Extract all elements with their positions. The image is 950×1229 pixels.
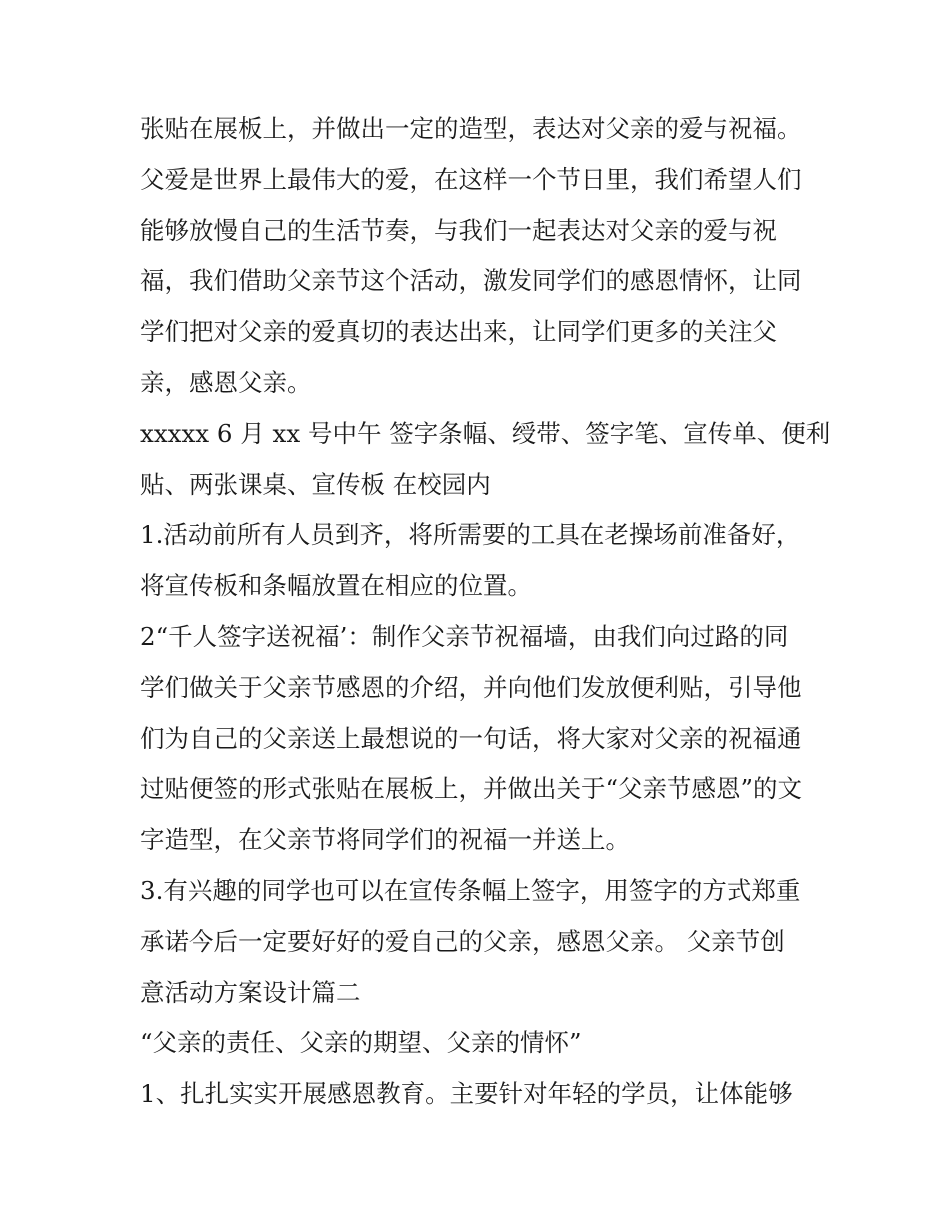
- text-line: 3.有兴趣的同学也可以在宣传条幅上签字，用签字的方式郑重: [140, 875, 801, 905]
- text-line: 1、扎扎实实开展感恩教育。主要针对年轻的学员，让体能够: [140, 1079, 793, 1109]
- text-line: 学们做关于父亲节感恩的介绍，并向他们发放便利贴，引导他: [140, 672, 802, 702]
- text-line: 过贴便签的形式张贴在展板上，并做出关于“父亲节感恩”的文: [140, 774, 803, 804]
- text-line: 张贴在展板上，并做出一定的造型，表达对父亲的爱与祝福。: [140, 114, 802, 143]
- text-line: 承诺今后一定要好好的爱自己的父亲，感恩父亲。 父亲节创: [140, 926, 785, 956]
- text-line: “父亲的责任、父亲的期望、父亲的情怀”: [140, 1028, 582, 1058]
- text-line: 学们把对父亲的爱真切的表达出来，让同学们更多的关注父: [140, 317, 777, 347]
- text-line: 2“千人签字送祝福’：制作父亲节祝福墙，由我们向过路的同: [140, 621, 789, 651]
- text-line: xxxxx 6 月 xx 号中午 签字条幅、绶带、签字笔、宣传单、便利: [140, 418, 831, 448]
- text-line: 们为自己的父亲送上最想说的一句话，将大家对父亲的祝福通: [140, 723, 802, 753]
- text-line: 父爱是世界上最伟大的爱，在这样一个节日里，我们希望人们: [140, 164, 802, 194]
- text-line: 意活动方案设计篇二: [140, 977, 361, 1007]
- text-line: 1.活动前所有人员到齐，将所需要的工具在老操场前准备好，: [140, 520, 801, 550]
- text-line: 福，我们借助父亲节这个活动，激发同学们的感恩情怀，让同: [140, 266, 802, 296]
- document-body: [140, 104, 831, 1120]
- text-line: 能够放慢自己的生活节奏，与我们一起表达对父亲的爱与祝: [140, 215, 777, 245]
- text-line: 贴、两张课桌、宣传板 在校园内: [140, 469, 491, 499]
- text-line: 字造型，在父亲节将同学们的祝福一并送上。: [140, 825, 630, 855]
- text-line: 亲，感恩父亲。: [140, 367, 312, 397]
- text-line: 将宣传板和条幅放置在相应的位置。: [140, 571, 532, 601]
